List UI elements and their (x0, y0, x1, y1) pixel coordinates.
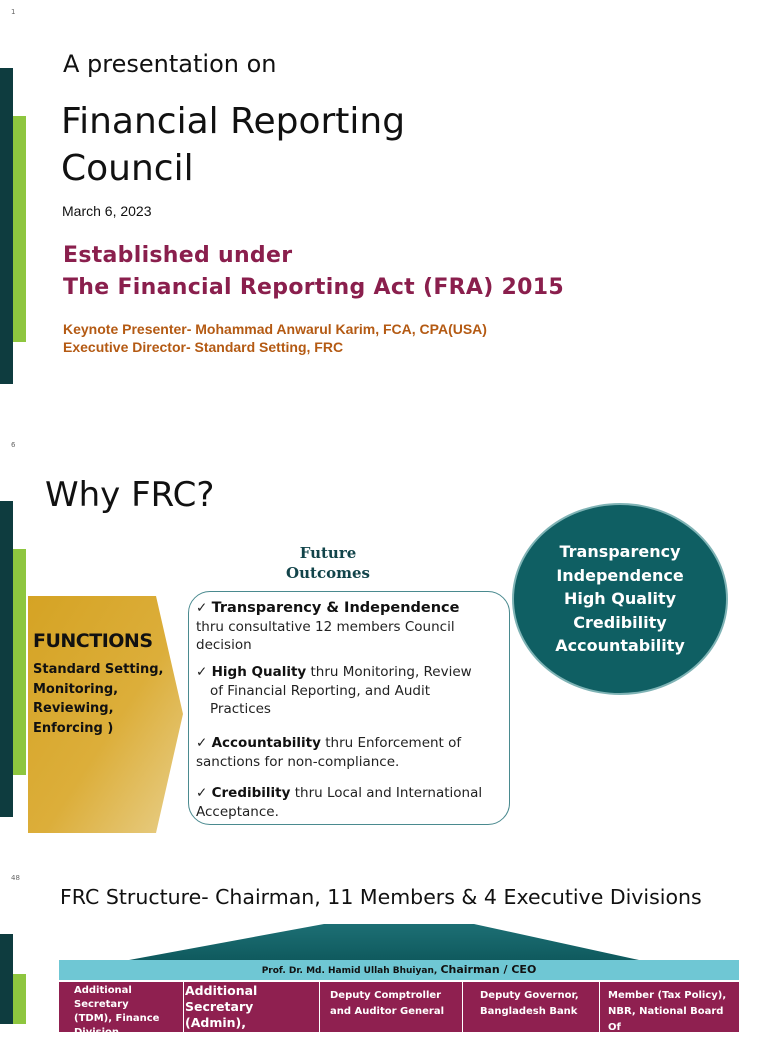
presentation-date: March 6, 2023 (62, 203, 152, 219)
check-icon: ✓ (196, 785, 208, 801)
member-cell (600, 982, 739, 1032)
left-accent-bar-dark (0, 68, 13, 384)
left-accent-bar-green (13, 549, 26, 775)
outcome-bold: Transparency & Independence (211, 600, 460, 616)
check-icon: ✓ (196, 735, 208, 751)
outcome-bold: Accountability (211, 735, 321, 751)
future-line-2: Outcomes (286, 564, 370, 582)
slide-title: FRC Structure- Chairman, 11 Members & 4 Executive Divisions (60, 885, 702, 909)
member-cell (320, 982, 462, 1032)
left-accent-bar-dark (0, 934, 13, 1024)
left-accent-bar-green (13, 116, 26, 342)
outcome-bold: Credibility (211, 785, 291, 801)
functions-list (33, 660, 164, 738)
member-line: and Auditor General (330, 1006, 445, 1017)
established-line-1: Established under (63, 243, 293, 268)
established-line-2: The Financial Reporting Act (FRA) 2015 (63, 275, 564, 300)
presenter-line-1: Keynote Presenter- Mohammad Anwarul Karim, FCA, CPA(USA) (63, 321, 487, 337)
org-roof-shape (59, 922, 739, 960)
member-line: Additional Secretary (74, 985, 132, 1010)
member-line: Bangladesh Bank (480, 1006, 578, 1017)
circle-item: Independence (556, 565, 684, 585)
member-line: Deputy Comptroller (330, 990, 442, 1001)
established-under (63, 240, 564, 304)
outcome-credibility (196, 784, 482, 821)
member-line: Additional Secretary (185, 983, 258, 1014)
presenter-line-2: Executive Director- Standard Setting, FRC (63, 339, 344, 355)
outcome-line: sanctions for non-compliance. (196, 753, 400, 770)
outcome-rest: thru Monitoring, Review (310, 664, 472, 680)
circle-item: High Quality (563, 589, 677, 609)
outcome-line: Acceptance. (196, 803, 279, 820)
function-item: Reviewing, (33, 701, 114, 716)
values-circle (512, 503, 728, 695)
title-line-2: Council (61, 148, 194, 189)
future-line-1: Future (299, 544, 357, 562)
member-line: NBR, National Board Of (608, 1006, 724, 1033)
chairman-name: Prof. Dr. Md. Hamid Ullah Bhuiyan, (261, 966, 438, 976)
circle-item: Credibility (573, 612, 667, 632)
member-line: Member (Tax Policy), (608, 990, 727, 1001)
slide-title: Why FRC? (45, 475, 215, 515)
slide-1 (0, 0, 768, 430)
outcome-rest: thru Local and International (294, 785, 483, 801)
check-icon: ✓ (196, 664, 208, 680)
member-line: (TDM), Finance (74, 1013, 160, 1024)
outcome-line: thru consultative 12 members Council (196, 618, 455, 635)
presenter-info (63, 320, 487, 356)
page-number: 48 (11, 874, 20, 882)
member-line: (Admin), (185, 1015, 247, 1030)
left-accent-bar-dark (0, 501, 13, 817)
member-cell (184, 982, 319, 1032)
presentation-subtitle: A presentation on (63, 50, 277, 78)
outcome-line: decision (196, 637, 252, 653)
presentation-title (61, 98, 661, 192)
future-outcomes-heading (258, 543, 398, 583)
member-cell (463, 982, 599, 1032)
page-number: 6 (11, 441, 16, 449)
page-number: 1 (11, 8, 16, 16)
functions-title: FUNCTIONS (33, 630, 153, 652)
function-item: Standard Setting, (33, 662, 164, 677)
left-accent-bar-green (13, 974, 26, 1024)
circle-item: Transparency (559, 542, 681, 562)
function-item: Monitoring, (33, 681, 119, 697)
member-cell (59, 982, 183, 1038)
outcome-rest: thru Enforcement of (325, 735, 462, 751)
outcome-high-quality (196, 663, 472, 719)
function-item: Enforcing ) (33, 720, 114, 736)
outcome-accountability (196, 734, 461, 771)
member-line: Deputy Governor, (480, 990, 579, 1001)
slide-2 (0, 433, 768, 853)
outcome-line: Practices (210, 701, 271, 717)
title-line-1: Financial Reporting (61, 101, 406, 142)
outcome-line: of Financial Reporting, and Audit (210, 682, 431, 699)
circle-item: Accountability (555, 636, 685, 656)
outcome-transparency (196, 599, 460, 655)
member-line: Division (74, 1027, 120, 1038)
outcome-bold: High Quality (211, 664, 307, 680)
check-icon: ✓ (196, 600, 208, 616)
chairman-role: Chairman / CEO (440, 963, 537, 976)
chairman-header (59, 960, 739, 980)
slide-3 (0, 860, 768, 1038)
